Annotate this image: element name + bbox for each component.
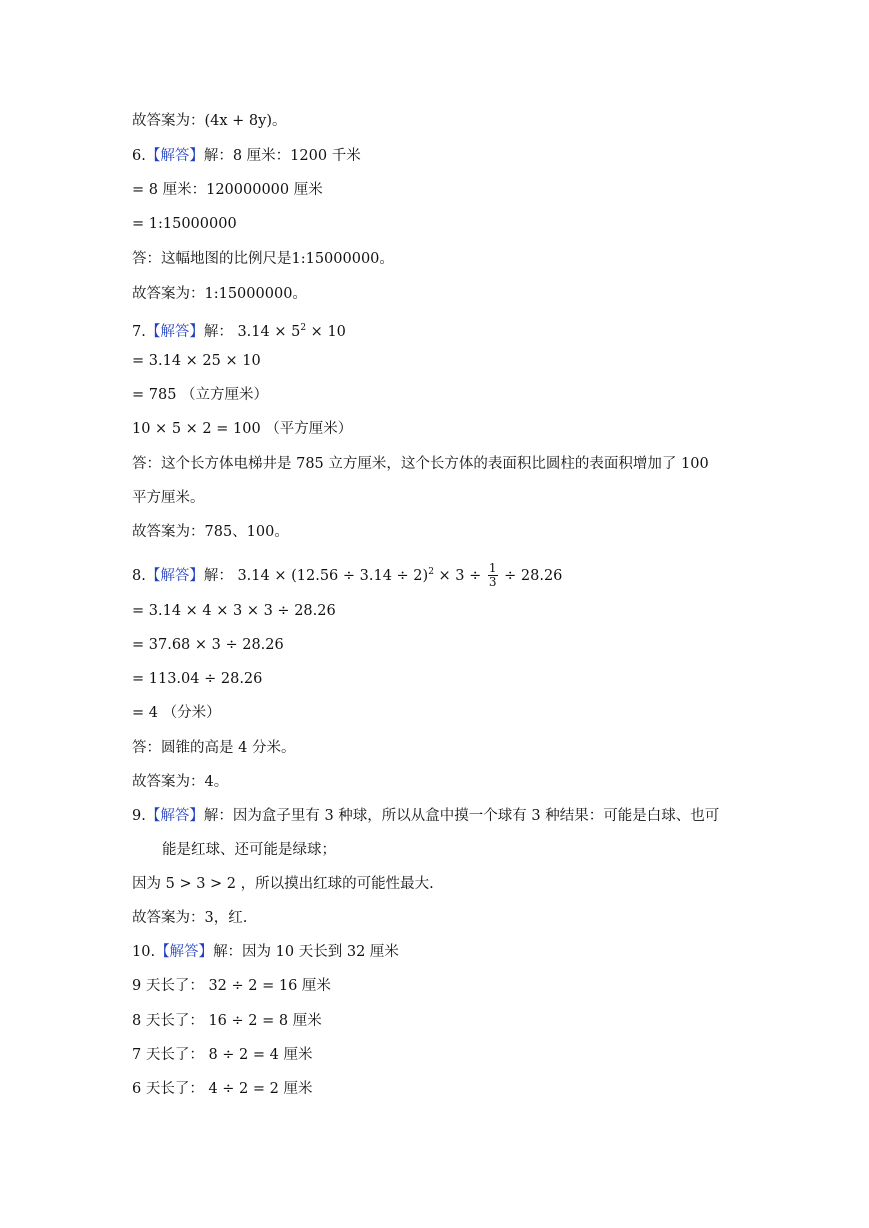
question-6-header: [132, 146, 361, 166]
solution-step: = 8 厘米：120000000 厘米: [132, 182, 323, 198]
solution-step: 8 天长了： 16 ÷ 2 = 8 厘米: [132, 1013, 322, 1029]
solution-text: 解：因为 10 天长到 32 厘米: [213, 944, 399, 960]
solution-step: 6 天长了： 4 ÷ 2 = 2 厘米: [132, 1081, 313, 1097]
answer-tag: 【解答】: [145, 148, 204, 164]
exponent: 2: [300, 323, 307, 333]
solution-step: = 785 （立方厘米）: [132, 387, 269, 403]
solution-step: = 3.14 × 25 × 10: [132, 353, 261, 369]
question-9-header: [132, 806, 719, 826]
solution-text: ÷ 28.26: [499, 567, 563, 584]
solution-step: 7 天长了： 8 ÷ 2 = 4 厘米: [132, 1047, 313, 1063]
solution-text: 解： 3.14 × (12.56 ÷ 3.14 ÷ 2): [203, 567, 429, 584]
answer-statement-cont: 平方厘米。: [132, 490, 205, 506]
fraction: [488, 562, 498, 589]
question-10-header: [132, 942, 399, 962]
answer-tag: 【解答】: [145, 808, 204, 824]
question-number: 8.: [132, 567, 146, 584]
question-7-header: [132, 318, 346, 342]
question-number: 10.: [132, 944, 156, 960]
answer-line: 故答案为：1:15000000。: [132, 286, 307, 302]
answer-line: 故答案为：785、100。: [132, 524, 289, 540]
answer-tag: 【解答】: [155, 944, 214, 960]
answer-line: 故答案为：3，红.: [132, 910, 248, 926]
solution-step: = 3.14 × 4 × 3 × 3 ÷ 28.26: [132, 603, 336, 619]
solution-step: 因为 5 > 3 > 2 ，所以摸出红球的可能性最大.: [132, 876, 434, 892]
solution-step: 9 天长了： 32 ÷ 2 = 16 厘米: [132, 978, 331, 994]
answer-statement: 答：这幅地图的比例尺是1:15000000。: [132, 251, 394, 267]
question-number: 9.: [132, 808, 146, 824]
solution-step: = 113.04 ÷ 28.26: [132, 671, 263, 687]
answer-line: 故答案为：4。: [132, 774, 229, 790]
solution-step: = 37.68 × 3 ÷ 28.26: [132, 637, 284, 653]
solution-text: × 10: [306, 323, 346, 340]
fraction-numerator: 1: [488, 561, 497, 576]
solution-text: 解：因为盒子里有 3 种球，所以从盒中摸一个球有 3 种结果：可能是白球、也可: [203, 808, 720, 824]
fraction-denominator: 3: [488, 575, 497, 590]
solution-step: = 1:15000000: [132, 216, 237, 232]
question-8-header: [132, 560, 562, 589]
solution-text-cont: 能是红球、还可能是绿球；: [162, 842, 336, 858]
solution-text: 解： 3.14 × 5: [203, 323, 301, 340]
answer-statement: 答：圆锥的高是 4 分米。: [132, 740, 296, 756]
solution-step: 10 × 5 × 2 = 100 （平方厘米）: [132, 421, 353, 437]
answer-statement: 答：这个长方体电梯井是 785 立方厘米，这个长方体的表面积比圆柱的表面积增加了 100: [132, 456, 709, 472]
solution-text: 解：8 厘米：1200 千米: [203, 148, 361, 164]
answer-tag: 【解答】: [145, 323, 204, 340]
question-number: 7.: [132, 323, 146, 340]
solution-step: = 4 （分米）: [132, 705, 221, 721]
answer-line: 故答案为：(4x + 8y)。: [132, 113, 287, 129]
solution-text: × 3 ÷: [433, 567, 486, 584]
answer-tag: 【解答】: [145, 567, 204, 584]
exponent: 2: [428, 567, 434, 577]
question-number: 6.: [132, 148, 146, 164]
